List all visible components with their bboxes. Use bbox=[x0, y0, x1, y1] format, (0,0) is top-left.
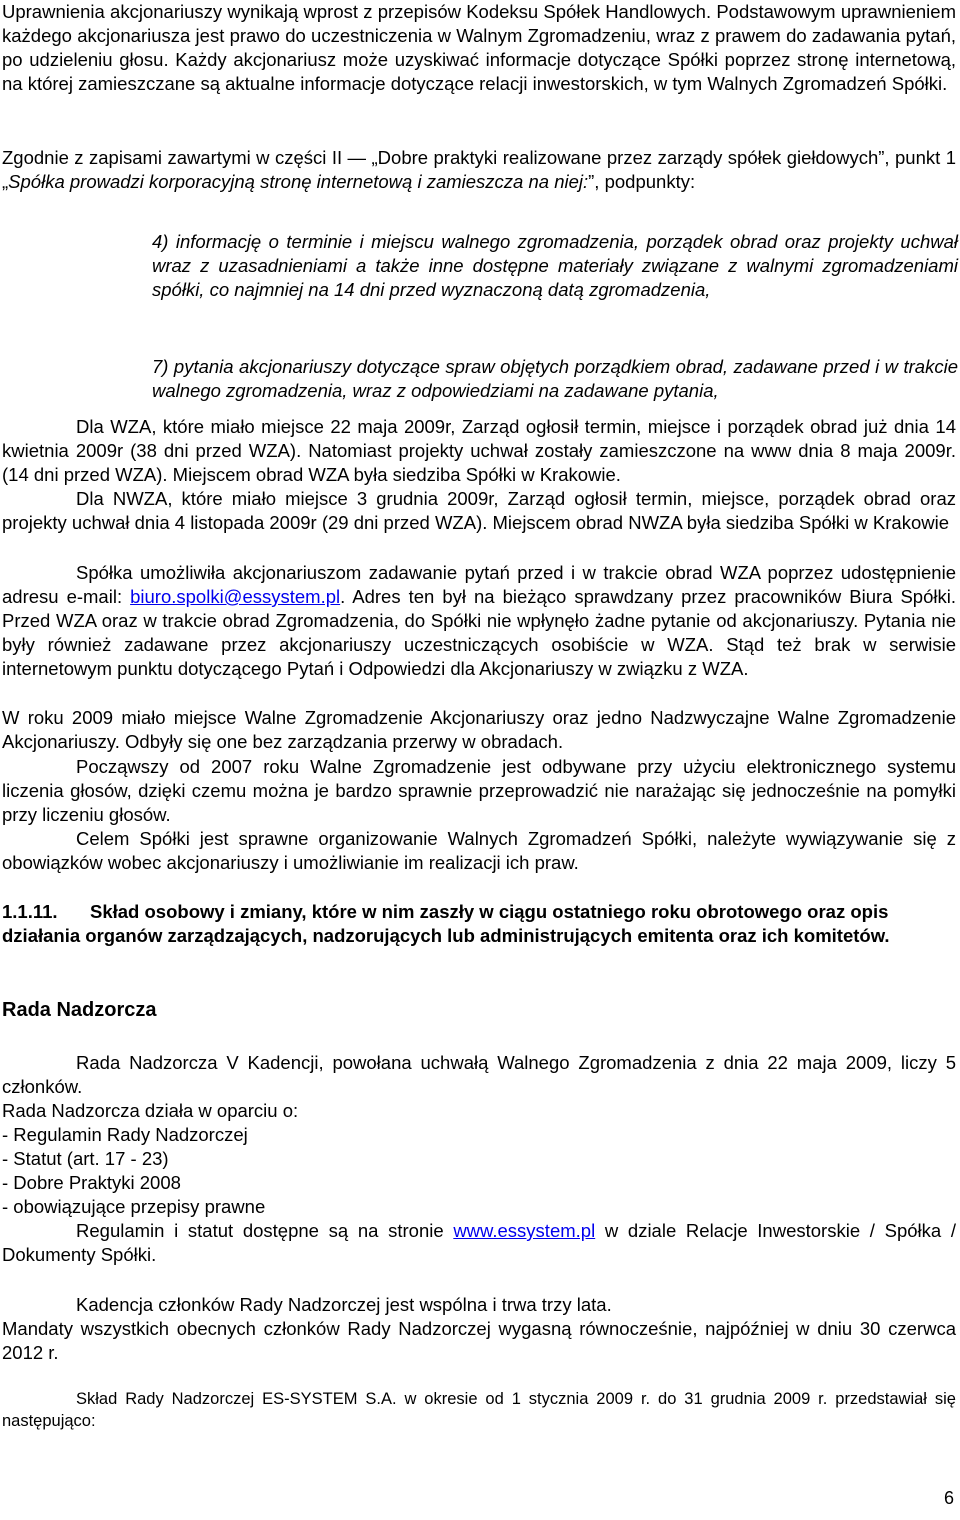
paragraph-board-term: Rada Nadzorcza V Kadencji, powołana uchwałą Walnego Zgromadzenia z dnia 22 maja 2009, liczy 5 członków. bbox=[2, 1052, 956, 1097]
paragraph-electronic-voting: Począwszy od 2007 roku Walne Zgromadzenie jest odbywane przy użyciu elektronicznego systemu liczenia głosów, dzięki czemu można je bardzo sprawnie przeprowadzić nie narażając się jednocześnie na pomyłki przy liczeniu głosów. bbox=[2, 756, 956, 825]
basis-intro: Rada Nadzorcza działa w oparciu o: bbox=[2, 1100, 299, 1121]
paragraph-text: Uprawnienia akcjonariuszy wynikają wprost z przepisów Kodeksu Spółek Handlowych. Podstawowym uprawnieniem każdego akcjonariusza jest prawo do uczestniczenia w Walnym Zgromadzeniu, wraz z prawem do zadawania pytań, po udzieleniu głosu. Każdy akcjonariusz może uzyskiwać informacje dotyczące Spółki poprzez stronę internetową, na której zamieszczane są aktualne informacje dotyczące relacji inwestorskich, w tym Walnych Zgromadzeń Spółki. bbox=[2, 1, 956, 94]
quote-point-7: 7) pytania akcjonariuszy dotyczące spraw objętych porządkiem obrad, zadawane przed i w trakcie walnego zgromadzenia, wraz z odpowiedziami na zadawane pytania, bbox=[152, 356, 958, 401]
paragraph-text: Spółka umożliwiła akcjonariuszom zadawanie pytań przed i w trakcie obrad WZA poprzez udostępnienie adresu e-mail: bbox=[2, 562, 956, 607]
paragraph-composition: Skład Rady Nadzorczej ES-SYSTEM S.A. w okresie od 1 stycznia 2009 r. do 31 grudnia 2009 r. przedstawiał się następująco: bbox=[2, 1390, 956, 1430]
italic-quote: Spółka prowadzi korporacyjną stronę internetową i zamieszcza na niej: bbox=[8, 171, 589, 192]
paragraph-text: Regulamin i statut dostępne są na stronie bbox=[76, 1220, 454, 1241]
quote-point-4: 4) informację o terminie i miejscu walnego zgromadzenia, porządek obrad oraz projekty uchwał wraz z uzasadnieniami a także inne dostępne materiały związane z walnymi zgromadzeniami spółki, co najmniej na 14 dni przed wyznaczoną datą zgromadzenia, bbox=[152, 231, 958, 300]
page-number: 6 bbox=[943, 1488, 954, 1508]
section-number: 1.1.11. bbox=[2, 901, 58, 922]
website-link[interactable]: www.essystem.pl bbox=[453, 1220, 596, 1241]
basis-item: - Regulamin Rady Nadzorczej bbox=[2, 1124, 248, 1145]
paragraph-mandates: Mandaty wszystkich obecnych członków Rady Nadzorczej wygasną równocześnie, najpóźniej w dniu 30 czerwca 2012 r. bbox=[2, 1318, 956, 1363]
paragraph-text: Zgodnie z zapisami zawartymi w części II — „Dobre praktyki realizowane przez zarządy spółek giełdowych”, punkt 1 „ bbox=[2, 147, 956, 192]
basis-item: - Dobre Praktyki 2008 bbox=[2, 1172, 181, 1193]
paragraph-shareholder-rights bbox=[2, 0, 956, 96]
paragraph-meetings-2009: W roku 2009 miało miejsce Walne Zgromadzenie Akcjonariuszy oraz jedno Nadzwyczajne Walne Zgromadzenie Akcjonariuszy. Odbyły się one bez zarządzania przerwy w obradach. bbox=[2, 707, 956, 752]
subheading-supervisory-board: Rada Nadzorcza bbox=[2, 999, 157, 1021]
email-link[interactable]: biuro.spolki@essystem.pl bbox=[130, 586, 341, 607]
paragraph-cadence: Kadencja członków Rady Nadzorczej jest wspólna i trwa trzy lata. bbox=[76, 1294, 612, 1315]
section-title: Skład osobowy i zmiany, które w nim zaszły w ciągu ostatniego roku obrotowego oraz opis działania organów zarządzających, nadzorujących lub administrujących emitenta oraz ich komitetów. bbox=[2, 901, 890, 946]
paragraph-text: w dziale Relacje Inwestorskie / Spółka / Dokumenty Spółki. bbox=[2, 1220, 956, 1265]
paragraph-questions bbox=[2, 561, 956, 681]
paragraph-text: . Adres ten był na bieżąco sprawdzany przez pracowników Biura Spółki. Przed WZA oraz w trakcie obrad Zgromadzenia, do Spółki nie wpłynęło żadne pytanie od akcjonariuszy. Pytania nie były również zadawane przez akcjonariuszy uczestniczących osobiście w WZA. Stąd też brak w serwisie internetowym punktu dotyczącego Pytań i Odpowiedzi dla Akcjonariuszy w związku z WZA. bbox=[2, 586, 956, 679]
basis-item: - Statut (art. 17 - 23) bbox=[2, 1148, 169, 1169]
section-heading bbox=[2, 900, 956, 948]
paragraph-wza: Dla WZA, które miało miejsce 22 maja 2009r, Zarząd ogłosił termin, miejsce i porządek obrad już dnia 14 kwietnia 2009r (38 dni przed WZA). Natomiast projekty uchwał zostały zamieszczone na www dnia 8 maja 2009r. (14 dni przed WZA). Miejscem obrad WZA była siedziba Spółki w Krakowie. bbox=[2, 416, 956, 485]
paragraph-nwza: Dla NWZA, które miało miejsce 3 grudnia 2009r, Zarząd ogłosił termin, miejsce, porządek obrad oraz projekty uchwał dnia 4 listopada 2009r (29 dni przed WZA). Miejscem obrad NWZA była siedziba Spółki w Krakowie bbox=[2, 488, 956, 533]
paragraph-good-practices bbox=[2, 146, 956, 194]
paragraph-company-goal: Celem Spółki jest sprawne organizowanie Walnych Zgromadzeń Spółki, należyte wywiązywanie się z obowiązków wobec akcjonariuszy i umożliwianie im realizacji ich praw. bbox=[2, 828, 956, 873]
basis-item: - obowiązujące przepisy prawne bbox=[2, 1196, 266, 1217]
paragraph-documents bbox=[2, 1219, 956, 1267]
paragraph-text: ”, podpunkty: bbox=[588, 171, 696, 192]
